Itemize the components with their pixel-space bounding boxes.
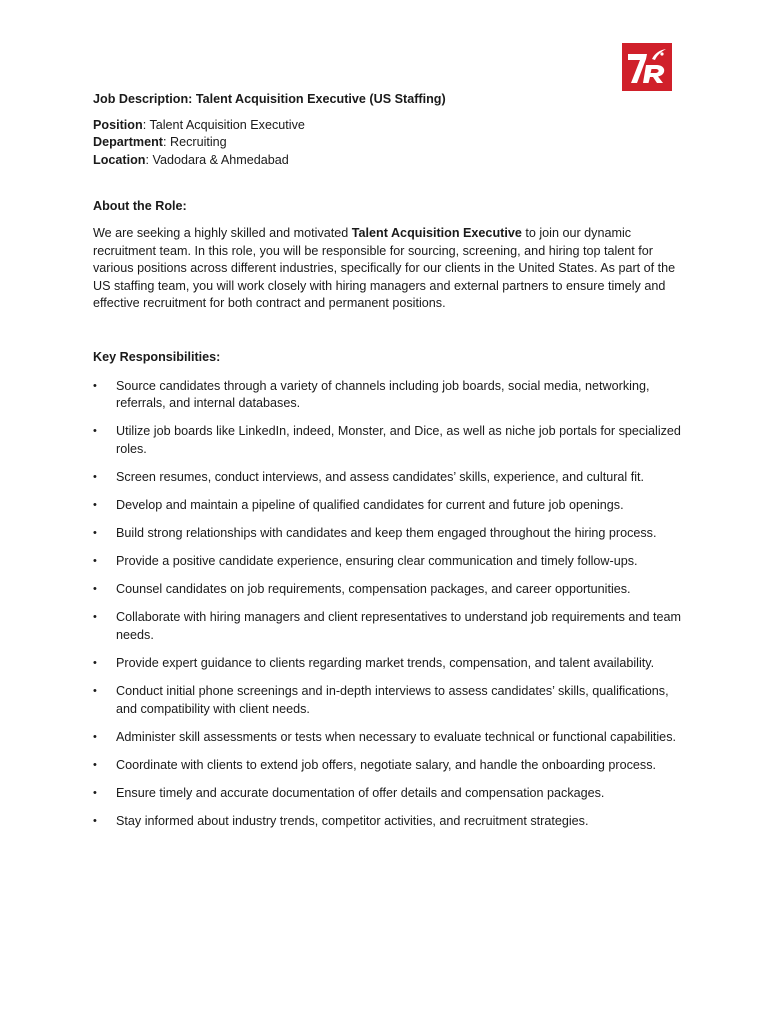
list-item xyxy=(93,655,683,673)
list-item xyxy=(93,469,683,487)
responsibilities-list xyxy=(93,378,683,831)
department-label: Department xyxy=(93,135,163,150)
list-item-text: Ensure timely and accurate documentation of offer details and compensation packages. xyxy=(116,786,605,801)
bullet-icon: • xyxy=(93,787,97,800)
location-value: : Vadodara & Ahmedabad xyxy=(145,152,289,167)
bullet-icon: • xyxy=(93,499,97,511)
location-label: Location xyxy=(93,152,146,167)
list-item xyxy=(93,525,683,543)
list-item-text: Coordinate with clients to extend job offers, negotiate salary, and handle the onboarding process. xyxy=(116,757,657,772)
department-line xyxy=(93,134,683,152)
location-line xyxy=(93,152,683,170)
list-item-text: Build strong relationships with candidates and keep them engaged throughout the hiring process. xyxy=(116,526,657,541)
about-text-bold: Talent Acquisition Executive xyxy=(351,225,522,240)
bullet-icon: • xyxy=(93,685,97,698)
list-item xyxy=(93,683,683,718)
position-value: : Talent Acquisition Executive xyxy=(142,117,305,132)
list-item-text: Conduct initial phone screenings and in-depth interviews to assess candidates’ skills, qualifications, and compatibility with client needs. xyxy=(116,684,669,716)
responsibilities-heading: Key Responsibilities: xyxy=(93,349,221,364)
list-item-text: Administer skill assessments or tests when necessary to evaluate technical or functional capabilities. xyxy=(116,729,676,744)
list-item-text: Screen resumes, conduct interviews, and assess candidates’ skills, experience, and cultural fit. xyxy=(116,469,645,484)
list-item xyxy=(93,813,683,831)
list-item-text: Counsel candidates on job requirements, compensation packages, and career opportunities. xyxy=(116,582,631,597)
list-item-text: Utilize job boards like LinkedIn, indeed, Monster, and Dice, as well as niche job portals for specialized roles. xyxy=(116,424,681,456)
bullet-icon: • xyxy=(93,758,97,771)
list-item-text: Stay informed about industry trends, competitor activities, and recruitment strategies. xyxy=(116,814,589,829)
list-item xyxy=(93,609,683,644)
bullet-icon: • xyxy=(93,730,97,743)
bullet-icon: • xyxy=(93,425,97,438)
list-item-text: Provide a positive candidate experience, ensuring clear communication and timely follow-ups. xyxy=(116,554,638,569)
about-paragraph xyxy=(93,225,683,313)
bullet-icon: • xyxy=(93,657,97,670)
list-item-text: Collaborate with hiring managers and client representatives to understand job requirements and team needs. xyxy=(116,610,681,642)
document-body xyxy=(93,90,683,841)
list-item xyxy=(93,729,683,747)
bullet-icon: • xyxy=(93,815,97,828)
list-item-text: Source candidates through a variety of channels including job boards, social media, networking, referrals, and internal databases. xyxy=(116,378,650,411)
list-item xyxy=(93,785,683,803)
position-label: Position xyxy=(93,117,143,132)
list-item xyxy=(93,423,683,458)
department-value: : Recruiting xyxy=(162,135,227,150)
list-item-text: Develop and maintain a pipeline of qualified candidates for current and future job openings. xyxy=(116,498,624,512)
list-item xyxy=(93,757,683,775)
bullet-icon: • xyxy=(93,527,97,540)
about-text-start: We are seeking a highly skilled and motivated xyxy=(93,225,352,240)
list-item xyxy=(93,581,683,599)
list-item xyxy=(93,378,683,413)
job-meta xyxy=(93,117,683,170)
list-item-text: Provide expert guidance to clients regarding market trends, compensation, and talent availability. xyxy=(116,656,655,671)
bullet-icon: • xyxy=(93,379,97,392)
list-item xyxy=(93,497,683,515)
bullet-icon: • xyxy=(93,470,97,483)
about-heading: About the Role: xyxy=(93,199,187,214)
bullet-icon: • xyxy=(93,555,97,568)
position-line xyxy=(93,117,683,135)
list-item xyxy=(93,553,683,571)
bullet-icon: • xyxy=(93,583,97,596)
about-text-end: to join our dynamic recruitment team. In this role, you will be responsible for sourcing, screening, and hiring top talent for various positions across different industries, specifically for our clients in the United States. As part of the US staffing team, you will work closely with hiring managers and external partners to ensure timely and effective recruitment for both contract and permanent positions. xyxy=(93,225,676,311)
7r-logo-icon xyxy=(622,43,672,91)
document-title: Job Description: Talent Acquisition Executive (US Staffing) xyxy=(93,92,446,106)
bullet-icon: • xyxy=(93,611,97,624)
